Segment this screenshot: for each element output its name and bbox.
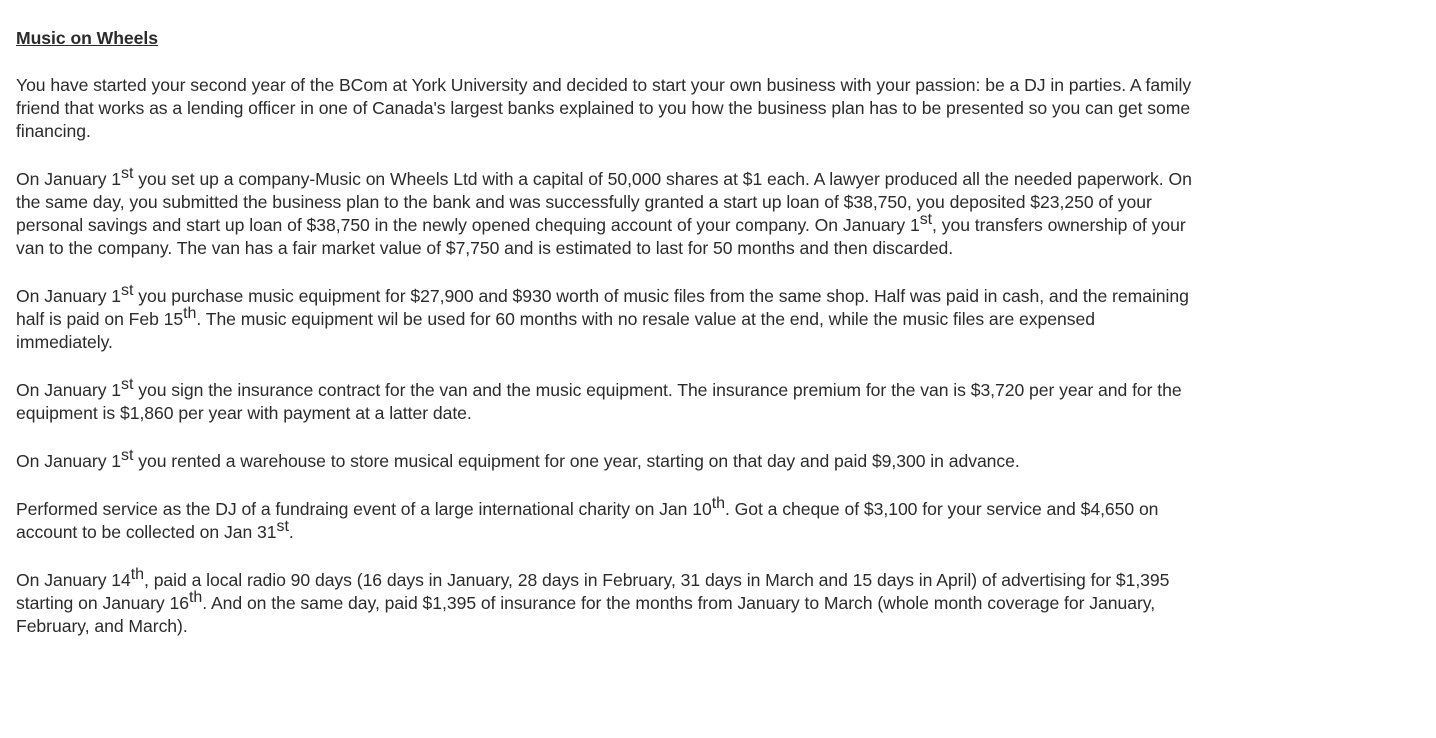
paragraph-4: [16, 375, 1196, 425]
ordinal-suffix: st: [121, 164, 134, 182]
paragraph-text: On January 1: [16, 169, 122, 189]
paragraph-text: Performed service as the DJ of a fundraing event of a large international charity on Jan 10: [16, 499, 712, 519]
ordinal-suffix: th: [189, 588, 203, 606]
paragraph-text: You have started your second year of the BCom at York University and decided to start your own business with your passion: be a DJ in parties. A family friend that works as a lending officer in one of Canada's largest banks explained to you how the business plan has to be presented so you can get some financing.: [16, 75, 1192, 141]
paragraph-text: you sign the insurance contract for the van and the music equipment. The insurance premium for the van is $3,720 per year and for the equipment is $1,860 per year with payment at a latter date.: [16, 380, 1182, 423]
paragraph-2: [16, 164, 1196, 260]
document: [16, 27, 1196, 663]
ordinal-suffix: th: [130, 565, 145, 583]
ordinal-suffix: st: [121, 375, 134, 393]
paragraph-list: [16, 74, 1196, 638]
paragraph-text: On January 1: [16, 380, 122, 400]
paragraph-5: [16, 446, 1196, 473]
paragraph-text: On January 1: [16, 286, 122, 306]
paragraph-text: . Got a cheque of $3,100 for your service and $4,650 on account to be collected on Jan 31: [16, 499, 1159, 542]
paragraph-text: you rented a warehouse to store musical equipment for one year, starting on that day and paid $9,300 in advance.: [133, 451, 1020, 471]
ordinal-suffix: st: [121, 446, 134, 464]
document-title: Music on Wheels: [16, 28, 158, 48]
paragraph-text: On January 1: [16, 451, 122, 471]
paragraph-text: you set up a company-Music on Wheels Ltd with a capital of 50,000 shares at $1 each. A lawyer produced all the needed paperwork. On the same day, you submitted the business plan to the bank and was successfully granted a start up loan of $38,750, you deposited $23,250 of your personal savings and start up loan of $38,750 in the newly opened chequing account of your company. On January 1: [16, 169, 1192, 235]
ordinal-suffix: st: [121, 281, 134, 299]
paragraph-6: [16, 494, 1196, 544]
paragraph-7: [16, 565, 1196, 638]
paragraph-text: , paid a local radio 90 days (16 days in January, 28 days in February, 31 days in March and 15 days in April) of advertising for $1,395 starting on January 16: [16, 570, 1170, 613]
ordinal-suffix: th: [711, 494, 725, 512]
paragraph-text: On January 14: [16, 570, 131, 590]
paragraph-text: . And on the same day, paid $1,395 of insurance for the months from January to March (whole month coverage for January, February, and March).: [16, 593, 1156, 636]
paragraph-3: [16, 281, 1196, 354]
paragraph-1: [16, 74, 1196, 143]
paragraph-text: .: [288, 522, 294, 542]
ordinal-suffix: st: [276, 517, 289, 535]
paragraph-text: you purchase music equipment for $27,900 and $930 worth of music files from the same shop. Half was paid in cash, and the remaining half is paid on Feb 15: [16, 286, 1189, 329]
ordinal-suffix: th: [183, 304, 197, 322]
ordinal-suffix: st: [919, 210, 933, 228]
paragraph-text: , you transfers ownership of your van to the company. The van has a fair market value of $7,750 and is estimated to last for 50 months and then discarded.: [16, 215, 1186, 258]
paragraph-text: . The music equipment wil be used for 60 months with no resale value at the end, while the music files are expensed immediately.: [16, 309, 1095, 352]
